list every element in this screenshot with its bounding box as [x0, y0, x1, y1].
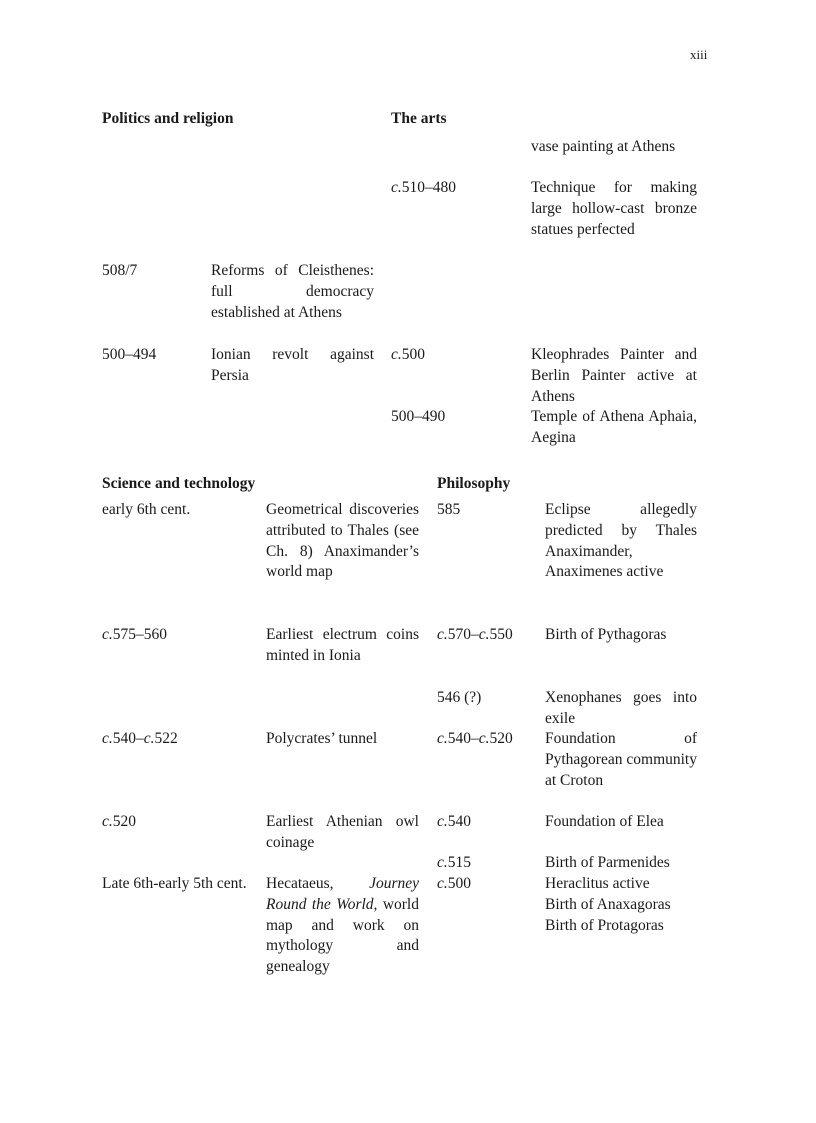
science-entry-title: Journey Round the World,	[266, 875, 419, 913]
heading-science-technology: Science and technology	[102, 475, 256, 492]
philosophy-line: Heraclitus active	[545, 875, 650, 892]
philosophy-date: 546 (?)	[437, 689, 482, 706]
politics-entry: Ionian revolt against Persia	[211, 346, 374, 384]
philosophy-date: c.540	[437, 813, 472, 830]
heading-the-arts: The arts	[391, 110, 447, 127]
philosophy-date: c.540–c.520	[437, 730, 513, 747]
science-date: early 6th cent.	[102, 501, 191, 518]
science-entry: Earliest Athenian owl coinage	[266, 813, 419, 851]
philosophy-entry: Birth of Pythagoras	[545, 626, 667, 643]
politics-date: 508/7	[102, 262, 138, 279]
page-number: xiii	[690, 47, 708, 62]
science-date: c.540–c.522	[102, 730, 178, 747]
arts-date: c.500	[391, 346, 426, 363]
science-entry	[266, 874, 419, 978]
arts-date: 500–490	[391, 408, 446, 425]
philosophy-entry	[545, 874, 697, 936]
science-entry-post: world map and work on mythology and genealogy	[266, 895, 419, 976]
philosophy-entry: Xenophanes goes into exile	[545, 689, 697, 727]
arts-date: c.510–480	[391, 179, 457, 196]
science-entry: Geometrical discoveries attributed to Thales (see Ch. 8) Anaximander’s world map	[266, 501, 419, 581]
arts-entry: Kleophrades Painter and Berlin Painter active at Athens	[531, 346, 697, 405]
philosophy-line: Birth of Protagoras	[545, 916, 664, 934]
science-date: Late 6th-early 5th cent.	[102, 875, 247, 892]
science-entry-pre: Hecataeus,	[266, 875, 370, 892]
philosophy-date: c.515	[437, 854, 472, 871]
science-date: c.520	[102, 813, 137, 830]
philosophy-line: Birth of Anaxagoras	[545, 895, 671, 913]
heading-politics-religion: Politics and religion	[102, 110, 234, 127]
philosophy-entry: Foundation of Pythagorean community at Croton	[545, 730, 697, 789]
science-entry: Polycrates’ tunnel	[266, 730, 378, 747]
philosophy-date: c.500	[437, 875, 472, 892]
arts-entry: Temple of Athena Aphaia, Aegina	[531, 408, 697, 446]
philosophy-entry: Eclipse allegedly predicted by Thales Anaximander, Anaximenes active	[545, 501, 697, 581]
philosophy-date: 585	[437, 501, 461, 518]
arts-entry: Technique for making large hollow-cast bronze statues perfected	[531, 179, 697, 238]
philosophy-entry: Birth of Parmenides	[545, 854, 670, 871]
politics-entry: Reforms of Cleisthenes: full democracy established at Athens	[211, 262, 374, 321]
arts-continued: vase painting at Athens	[531, 138, 676, 155]
science-entry: Earliest electrum coins minted in Ionia	[266, 626, 419, 664]
heading-philosophy: Philosophy	[437, 475, 511, 492]
philosophy-date: c.570–c.550	[437, 626, 513, 643]
science-date: c.575–560	[102, 626, 168, 643]
philosophy-entry: Foundation of Elea	[545, 813, 664, 830]
politics-date: 500–494	[102, 346, 157, 363]
